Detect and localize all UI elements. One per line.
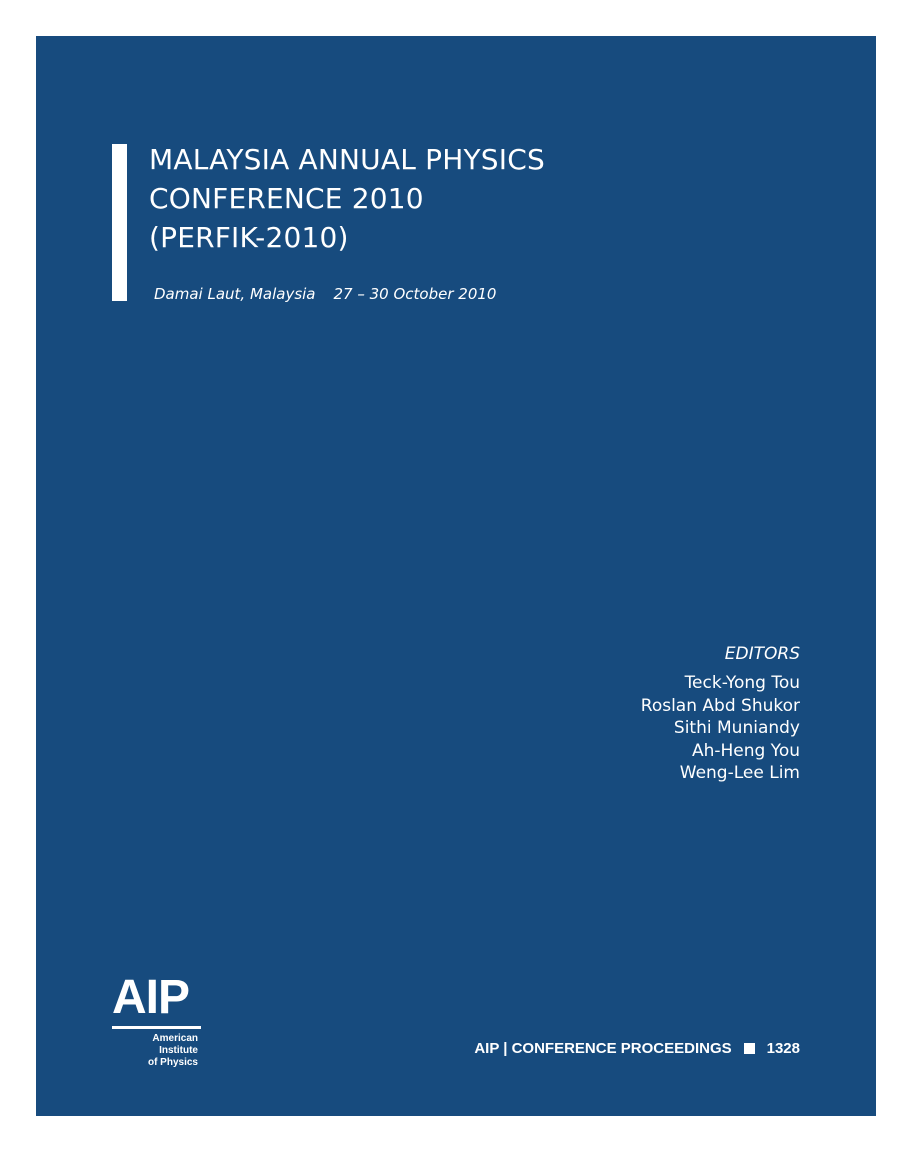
editor-name: Teck-Yong Tou <box>684 673 800 693</box>
series-name: AIP | CONFERENCE PROCEEDINGS <box>474 1040 732 1057</box>
conference-dates: 27 – 30 October 2010 <box>333 285 497 303</box>
aip-logo-rule <box>112 1026 201 1029</box>
conference-location: Damai Laut, Malaysia <box>154 285 316 303</box>
aip-logo-text-line-1: American Institute <box>152 1033 198 1056</box>
aip-logo <box>112 971 202 1069</box>
volume-number: 1328 <box>766 1040 800 1057</box>
title-accent-bar <box>112 144 127 301</box>
venue-line <box>154 285 496 303</box>
editor-name: Roslan Abd Shukor <box>640 695 800 716</box>
title-line-2: CONFERENCE 2010 <box>149 182 424 215</box>
editors-block <box>641 642 800 785</box>
editor-name: Sithi Muniandy <box>673 718 800 738</box>
series-footer <box>474 1040 800 1057</box>
square-bullet-icon <box>744 1043 755 1054</box>
conference-title <box>149 140 769 257</box>
editor-name: Weng-Lee Lim <box>679 763 800 783</box>
editors-heading: EDITORS <box>724 644 800 664</box>
book-cover <box>36 36 876 1116</box>
aip-logo-mark: AIP <box>112 971 190 1024</box>
editor-name: Ah-Heng You <box>691 740 800 761</box>
aip-logo-text-line-2: of Physics <box>147 1057 198 1068</box>
title-line-1: MALAYSIA ANNUAL PHYSICS <box>149 143 545 176</box>
title-line-3: (PERFIK-2010) <box>149 221 349 254</box>
